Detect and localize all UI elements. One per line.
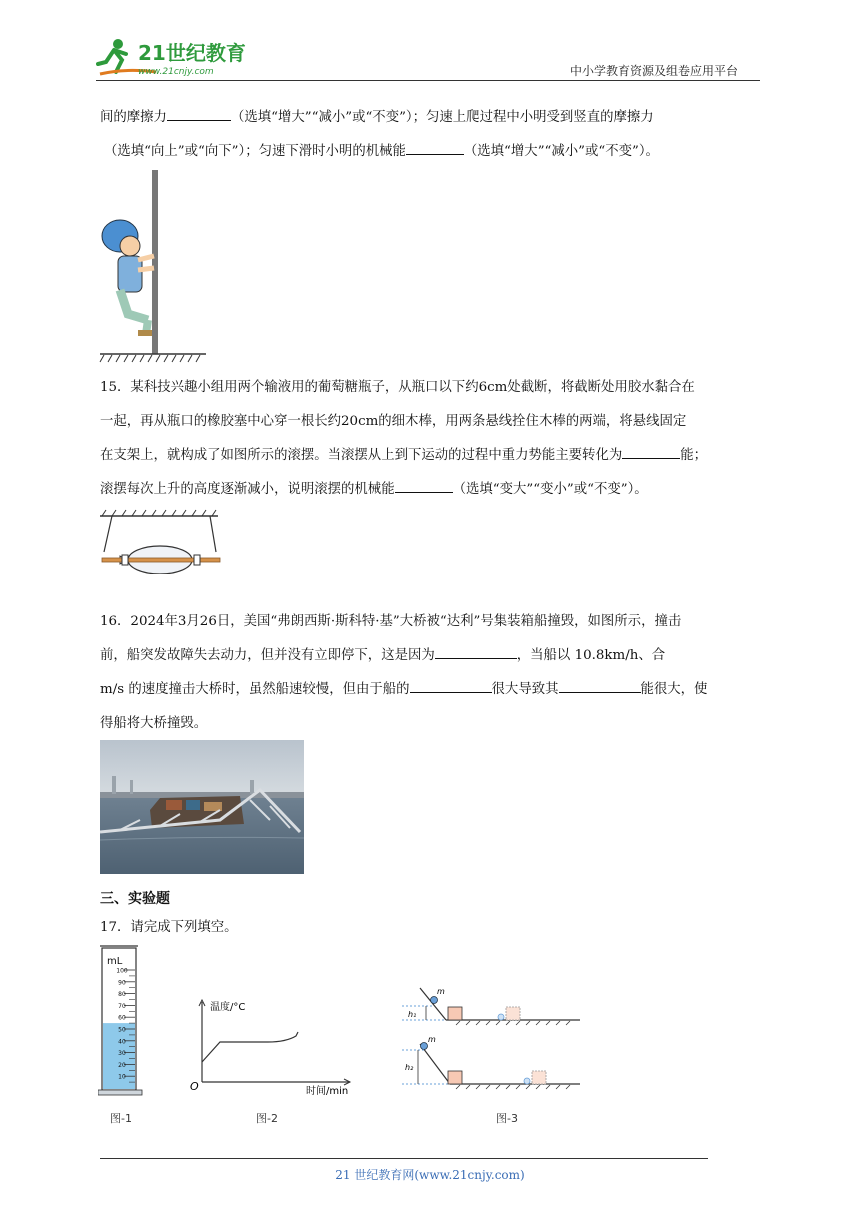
section-title-experiments: 三、实验题 xyxy=(100,891,170,907)
cylinder-tick-label: 20 xyxy=(118,1061,126,1069)
q16-line-4: 得船将大桥撞毁。 xyxy=(100,716,208,731)
answer-blank[interactable] xyxy=(410,680,492,693)
q15-line-1: 15．某科技兴趣小组用两个输液用的葡萄糖瓶子，从瓶口以下约6cm处截断，将截断处用胶水黏合在 xyxy=(100,380,695,395)
answer-blank[interactable] xyxy=(395,480,453,493)
cylinder-tick-label: 100 xyxy=(116,967,128,975)
logo-url: www.21cnjy.com xyxy=(138,67,214,77)
q15-line-2: 一起，再从瓶口的橡胶塞中心穿一根长约20cm的细木棒，用两条悬线拴住木棒的两端，将悬线固定 xyxy=(100,414,687,429)
cylinder-tick-label: 60 xyxy=(118,1014,126,1022)
cylinder-tick-label: 10 xyxy=(118,1073,126,1081)
answer-blank[interactable] xyxy=(406,142,464,155)
maxwell-pendulum-figure xyxy=(98,508,224,574)
block-2 xyxy=(448,1071,462,1084)
mass-label-2: m xyxy=(428,1035,436,1044)
ball-1 xyxy=(431,997,438,1004)
q15-line-4: 滚摆每次上升的高度逐渐减小，说明滚摆的机械能 （选填“变大”“变小”或“不变”）。 xyxy=(100,482,648,497)
cylinder-tick-label: 90 xyxy=(118,979,126,987)
cylinder-tick-label: 80 xyxy=(118,991,126,999)
q16-line-2: 前，船突发故障失去动力，但并没有立即停下，这是因为 ，当船以 10.8km/h、合 xyxy=(100,648,666,663)
ramp-collision-figure xyxy=(400,984,584,1094)
q16-line-3: m/s 的速度撞击大桥时，虽然船速较慢，但由于船的 很大导致其 能很大，使 xyxy=(100,682,708,697)
cylinder-tick-label: 30 xyxy=(118,1050,126,1058)
answer-blank[interactable] xyxy=(559,680,641,693)
pole-climber-figure xyxy=(98,170,210,364)
cylinder-tick-label: 50 xyxy=(118,1026,126,1034)
graduated-cylinder-figure xyxy=(98,944,150,1096)
mass-label-1: m xyxy=(437,987,445,996)
origin-label: O xyxy=(190,1080,199,1093)
header-divider xyxy=(96,80,760,81)
answer-blank[interactable] xyxy=(622,446,680,459)
bridge-collapse-photo xyxy=(100,740,304,874)
cylinder-tick-label: 40 xyxy=(118,1038,126,1046)
answer-blank[interactable] xyxy=(167,108,231,121)
q14-line-1: 间的摩擦力 （选填“增大”“减小”或“不变”）；匀速上爬过程中小明受到竖直的摩擦力 xyxy=(100,110,654,125)
h1-label: h₁ xyxy=(408,1010,417,1019)
footer-link[interactable]: 21 世纪教育网(www.21cnjy.com) xyxy=(335,1168,525,1182)
cylinder-unit-label: mL xyxy=(107,956,123,967)
q17-stem: 17．请完成下列填空。 xyxy=(100,920,238,935)
footer-divider xyxy=(100,1158,708,1159)
block-1-moved xyxy=(506,1007,520,1020)
fig3-caption: 图-3 xyxy=(496,1112,518,1125)
h2-label: h₂ xyxy=(405,1063,414,1072)
temperature-time-graph xyxy=(186,996,358,1100)
cylinder-tick-label: 70 xyxy=(118,1002,126,1010)
block-2-moved xyxy=(532,1071,546,1084)
q14-line-2: （选填“向上”或“向下”）；匀速下滑时小明的机械能 （选填“增大”“减小”或“不变”）。 xyxy=(104,144,659,159)
answer-blank[interactable] xyxy=(435,646,517,659)
fig2-caption: 图-2 xyxy=(256,1112,278,1125)
y-axis-label: 温度/°C xyxy=(210,1002,246,1013)
site-logo xyxy=(96,34,266,82)
ramp-2 xyxy=(420,1044,450,1084)
q15-line-3: 在支架上，就构成了如图所示的滚摆。当滚摆从上到下运动的过程中重力势能主要转化为 能； xyxy=(100,448,708,463)
fig1-caption: 图-1 xyxy=(110,1112,132,1125)
header-platform-text: 中小学教育资源及组卷应用平台 xyxy=(570,64,739,78)
heating-curve xyxy=(202,1032,298,1062)
x-axis-label: 时间/min xyxy=(306,1086,349,1097)
logo-text: 21世纪教育 xyxy=(138,41,246,65)
block-1 xyxy=(448,1007,462,1020)
q16-line-1: 16．2024年3月26日，美国“弗朗西斯·斯科特·基”大桥被“达利”号集装箱船撞毁，如图所示，撞击 xyxy=(100,614,682,629)
ball-2 xyxy=(421,1043,428,1050)
